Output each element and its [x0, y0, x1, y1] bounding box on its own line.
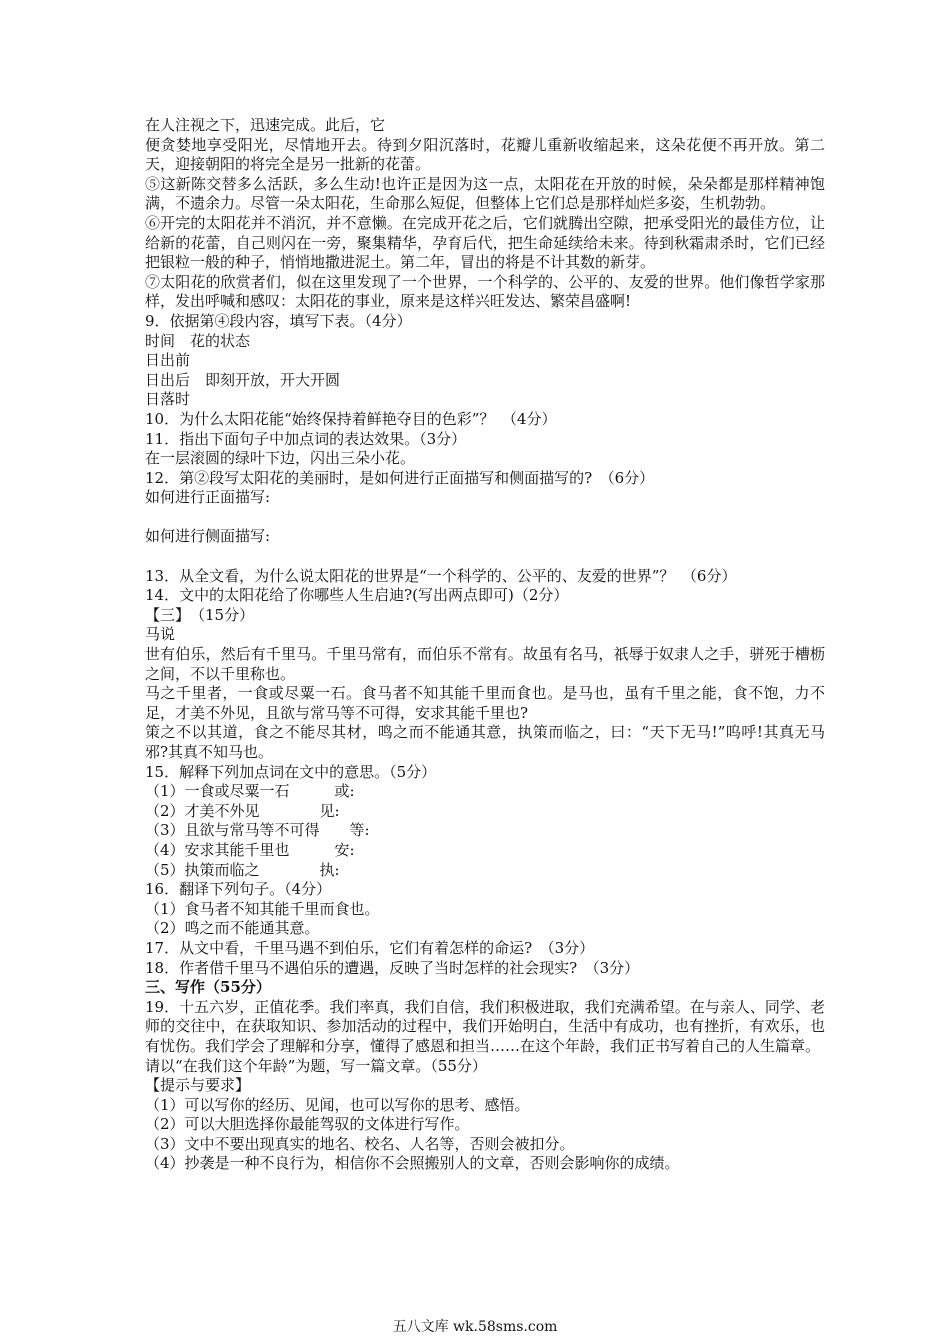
- question-15-item: （3）且欲与常马等不可得 等:: [145, 821, 370, 840]
- tips-header: 【提示与要求】: [145, 1076, 251, 1095]
- passage-p6: ⑥开完的太阳花并不消沉，并不意懒。在完成开花之后，它们就腾出空隙，把承受阳光的最佳方位，让给新的花蕾，自己则闪在一旁，聚集精华，孕育后代，把生命延续给未来。待到秋霜肃杀时，它们已经把银粒一般的种子，悄悄地撒进泥土。第二年，冒出的将是不计其数的新芽。: [145, 213, 825, 272]
- question-18: 18．作者借千里马不遇伯乐的遭遇，反映了当时怎样的社会现实? （3分）: [145, 958, 640, 977]
- question-17: 17．从文中看，千里马遇不到伯乐，它们有着怎样的命运? （3分）: [145, 938, 595, 957]
- passage-p4-tail-2: 便贪婪地享受阳光，尽情地开去。待到夕阳沉落时，花瓣儿重新收缩起来，这朵花便不再开放。第二天，迎接朝阳的将完全是另一批新的花蕾。: [145, 135, 825, 174]
- text-para-2: 马之千里者，一食或尽粟一石。食马者不知其能千里而食也。是马也，虽有千里之能，食不饱，力不足，才美不外见，且欲与常马等不可得，安求其能千里也?: [145, 684, 825, 722]
- question-12-side: 如何进行侧面描写:: [145, 527, 271, 546]
- writing-heading: 三、写作（55分）: [145, 978, 271, 997]
- question-16-item: （1）食马者不知其能千里而食也。: [145, 899, 380, 918]
- table-row-2: 日出后 即刻开放，开大开圆: [145, 370, 341, 389]
- passage-p7: ⑦太阳花的欣赏者们，似在这里发现了一个世界，一个科学的、公平的、友爱的世界。他们像哲学家那样，发出呼喊和感叹：太阳花的事业，原来是这样兴旺发达、繁荣昌盛啊!: [145, 272, 825, 311]
- tip-item: （2）可以大胆选择你最能驾驭的文体进行写作。: [145, 1115, 470, 1134]
- question-9: 9．依据第④段内容，填写下表。（4分）: [145, 311, 412, 330]
- question-15-item: （5）执策而临之 执:: [145, 860, 340, 879]
- table-header: 时间 花的状态: [145, 331, 251, 350]
- text-title: 马说: [145, 625, 176, 644]
- answer-space: [145, 508, 825, 528]
- question-15: 15．解释下列加点词在文中的意思。（5分）: [145, 762, 437, 781]
- passage-p4-tail-1: 在人注视之下，迅速完成。此后，它: [145, 116, 386, 134]
- tip-item: （4）抄袭是一种不良行为，相信你不会照搬别人的文章，否则会影响你的成绩。: [145, 1154, 680, 1173]
- footer-watermark: 五八文库 wk.58sms.com: [392, 1319, 558, 1335]
- question-11-sentence: 在一层滚圆的绿叶下边，闪出三朵小花。: [145, 449, 416, 468]
- answer-space: [145, 547, 825, 567]
- table-row-3: 日落时: [145, 390, 191, 409]
- question-15-item: （1）一食或尽粟一石 或:: [145, 782, 355, 801]
- document-body: [145, 116, 825, 1174]
- question-16: 16．翻译下列句子。（4分）: [145, 880, 332, 899]
- text-para-1: 世有伯乐，然后有千里马。千里马常有，而伯乐不常有。故虽有名马，祇辱于奴隶人之手，骈死于槽枥之间，不以千里称也。: [145, 645, 825, 683]
- tip-item: （3）文中不要出现真实的地名、校名、人名等，否则会被扣分。: [145, 1134, 575, 1153]
- tip-item: （1）可以写你的经历、见闻，也可以写你的思考、感悟。: [145, 1095, 530, 1114]
- question-10: 10．为什么太阳花能“始终保持着鲜艳夺目的色彩”？ （4分）: [145, 409, 557, 428]
- question-15-item: （2）才美不外见 见:: [145, 801, 340, 820]
- writing-prompt: 请以“在我们这个年龄”为题，写一篇文章。（55分）: [145, 1056, 487, 1075]
- question-11: 11．指出下面句子中加点词的表达效果。（3分）: [145, 429, 467, 448]
- table-row-1: 日出前: [145, 351, 191, 370]
- question-13: 13．从全文看，为什么说太阳花的世界是“一个科学的、公平的、友爱的世界”？ （6分）: [145, 566, 737, 585]
- section-3-header: 【三】 （15分）: [145, 605, 255, 624]
- passage-p5: ⑤这新陈交替多么活跃，多么生动!也许正是因为这一点，太阳花在开放的时候，朵朵都是那样精神饱满，不遗余力。尽管一朵太阳花，生命那么短促，但整体上它们总是那样灿烂多姿，生机勃勃。: [145, 174, 825, 213]
- question-19: 19．十五六岁，正值花季。我们率真，我们自信，我们积极进取，我们充满希望。在与亲人、同学、老师的交往中，在获取知识、参加活动的过程中，我们开始明白，生活中有成功，也有挫折，有欢乐，也有忧伤。我们学会了理解和分享，懂得了感恩和担当……在这个年龄，我们正书写着自己的人生篇章。: [145, 997, 825, 1055]
- question-12: 12．第②段写太阳花的美丽时，是如何进行正面描写和侧面描写的? （6分）: [145, 468, 655, 487]
- question-12-front: 如何进行正面描写:: [145, 488, 271, 507]
- question-15-item: （4）安求其能千里也 安:: [145, 840, 355, 859]
- question-16-item: （2）鸣之而不能通其意。: [145, 919, 320, 938]
- question-14: 14．文中的太阳花给了你哪些人生启迪?(写出两点即可)（2分）: [145, 586, 569, 605]
- text-para-3: 策之不以其道，食之不能尽其材，鸣之而不能通其意，执策而临之，曰：“天下无马!”呜呼!其真无马邪?其真不知马也。: [145, 723, 825, 761]
